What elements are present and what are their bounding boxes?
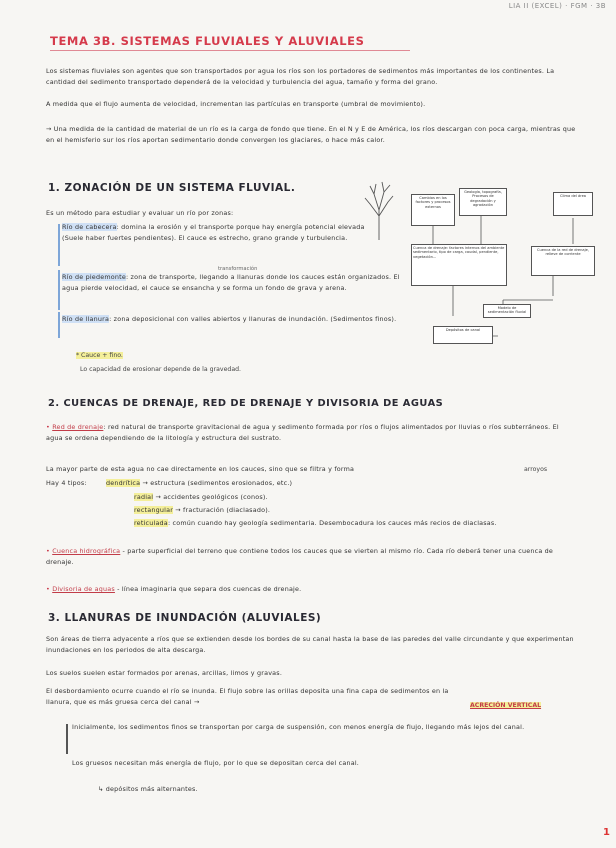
drainage-network-paragraph bbox=[46, 422, 576, 443]
highlight-bar bbox=[58, 224, 60, 266]
note-text-1: * Cauce + fino. bbox=[76, 352, 123, 359]
drainage-type-label-3: rectangular bbox=[134, 506, 174, 514]
bullet-dot: • bbox=[46, 585, 53, 593]
bracket-line bbox=[66, 724, 68, 754]
divide-paragraph bbox=[46, 584, 576, 595]
intro-paragraph-1: Los sistemas fluviales son agentes que son transportados por agua los ríos son los portadores de sedimentos más importantes de los continentes. La cantidad del sedimento transportado dependerá de la velocidad y turbulencia del agua, tamaño y forma del grano. bbox=[46, 67, 555, 86]
zone-item-3 bbox=[62, 314, 407, 325]
diagram-box-channel: Depósitos de canal bbox=[433, 326, 493, 344]
drainage-type-label-1: dendrítica bbox=[106, 479, 141, 487]
header-note: LIA II (EXCEL) · FGM · 3B bbox=[508, 2, 606, 10]
section-3-heading: 3. LLANURAS DE INUNDACIÓN (ALUVIALES) bbox=[48, 612, 322, 624]
section-1-heading: 1. ZONACIÓN DE UN SISTEMA FLUVIAL. bbox=[48, 182, 296, 194]
basin-paragraph bbox=[46, 546, 576, 567]
zone-item-1 bbox=[62, 222, 386, 243]
drainage-type-4 bbox=[134, 518, 586, 529]
drainage-type-label-2: radial bbox=[134, 493, 154, 501]
page-number: 1 bbox=[603, 827, 610, 838]
vertical-accretion-tag bbox=[470, 702, 541, 709]
zone-annotation-2: transformación bbox=[218, 266, 258, 272]
drainage-type-1 bbox=[106, 478, 586, 489]
zone-label-2: Río de piedemonte bbox=[62, 273, 126, 281]
floodplain-paragraph-2: Los suelos suelen estar formados por arenas, arcillas, limos y gravas. bbox=[46, 669, 283, 677]
drainage-type-text-1: → estructura (sedimentos erosionados, etc.) bbox=[140, 479, 293, 487]
floodplain-paragraph-4b: Los gruesos necesitan más energía de flujo, por lo que se depositan cerca del canal. bbox=[72, 759, 360, 767]
types-lead: Hay 4 tipos: bbox=[46, 479, 87, 487]
basin-text: - parte superficial del terreno que contiene todos los cauces que se vierten al mismo río. Cada río deberá tener una cuenca de drenaje. bbox=[46, 547, 554, 566]
title-underline bbox=[50, 50, 410, 51]
highlight-bar bbox=[58, 270, 60, 310]
diagram-box-climate: Clima del área bbox=[553, 192, 593, 216]
zone-text-2: : zona de transporte, llegando a llanuras donde los cauces están organizados. El agua pierde velocidad, el cauce se ensancha y se forma un fondo de grava y arena. bbox=[62, 273, 400, 292]
bullet-dot: • bbox=[46, 547, 53, 555]
zone-text-3: : zona deposicional con valles abiertos y llanuras de inundación. (Sedimentos finos). bbox=[109, 315, 397, 323]
page-title: TEMA 3B. SISTEMAS FLUVIALES Y ALUVIALES bbox=[50, 34, 365, 48]
drainage-type-label-4: reticulada bbox=[134, 519, 168, 527]
drainage-annotation: arroyos bbox=[524, 466, 548, 473]
zone-text-1: : domina la erosión y el transporte porque hay energía potencial elevada (Suele haber fuertes pendientes). El cauce es estrecho, grano grande y turbulencia. bbox=[62, 223, 365, 242]
diagram-box-geology: Geología, topografía, Procesos de degradación y agradación bbox=[459, 188, 507, 216]
floodplain-paragraph-4a: Inicialmente, los sedimentos finos se transportan por carga de suspensión, con menos energía de flujo, llegando más lejos del canal. bbox=[72, 723, 525, 731]
divide-label: Divisoria de aguas bbox=[52, 585, 115, 593]
diagram-box-model: Modelo de sedimentación fluvial bbox=[483, 304, 531, 318]
drainage-network-label: Red de drenaje bbox=[52, 423, 104, 431]
vertical-accretion-label: ACRECIÓN VERTICAL bbox=[470, 702, 542, 709]
drainage-cont: La mayor parte de esta agua no cae directamente en los cauces, sino que se filtra y forma bbox=[46, 465, 355, 473]
fluvial-system-diagram bbox=[403, 176, 603, 354]
zone-label-1: Río de cabecera bbox=[62, 223, 117, 231]
bullet-dot: • bbox=[46, 423, 53, 431]
drainage-type-text-2: → accidentes geológicos (conos). bbox=[153, 493, 268, 501]
diagram-box-network: Cuenca de la red de drenaje, relieve de corriente bbox=[531, 246, 595, 276]
intro-paragraph-3: → Una medida de la cantidad de material de un río es la carga de fondo que tiene. En el N y E de América, los ríos descargan con poca carga, mientras que en el hemisferio sur los ríos aportan sedimentario donde convergen los glaciares, o hace más calor. bbox=[46, 125, 576, 144]
section-1-note-1 bbox=[76, 352, 123, 359]
diagram-box-basin: Cuenca de drenaje: factores internos del ambiente sedimentario, tipo de carga, caudal, pendiente, vegetación... bbox=[411, 244, 507, 286]
highlight-bar bbox=[58, 312, 60, 338]
drainage-type-3 bbox=[134, 505, 584, 516]
drainage-network-text: : red natural de transporte gravitacional de agua y sedimento formada por ríos o flujos alimentados por lluvias o ríos subterráneos. El agua se ordena dependiendo de la litología y estructura del sustrato. bbox=[46, 423, 559, 442]
drainage-type-text-4: : común cuando hay geología sedimentaria. Desembocadura los cauces más recios de diaclasas. bbox=[167, 519, 497, 527]
intro-paragraph-2: A medida que el flujo aumenta de velocidad, incrementan las partículas en transporte (umbral de movimiento). bbox=[46, 100, 426, 108]
floodplain-paragraph-3: El desbordamiento ocurre cuando el río se inunda. El flujo sobre las orillas deposita una fina capa de sedimentos en la llanura, que es más gruesa cerca del canal → bbox=[46, 687, 449, 706]
floodplain-paragraph-1: Son áreas de tierra adyacente a ríos que se extienden desde los bordes de su canal hasta la base de las paredes del valle circundante y que experimentan inundaciones en los periodos de alta descarga. bbox=[46, 635, 574, 654]
zone-label-3: Río de llanura bbox=[62, 315, 110, 323]
zone-item-2 bbox=[62, 272, 407, 293]
floodplain-paragraph-5: ↳ depósitos más alternantes. bbox=[98, 785, 198, 793]
section-2-heading: 2. CUENCAS DE DRENAJE, RED DE DRENAJE Y DIVISORIA DE AGUAS bbox=[48, 398, 444, 409]
diagram-box-external: Cambios en los factores y procesos externos bbox=[411, 194, 455, 226]
section-1-note-2: Lo capacidad de erosionar depende de la gravedad. bbox=[80, 366, 242, 373]
drainage-type-text-3: → fracturación (diaclasado). bbox=[173, 506, 271, 514]
section-1-lead: Es un método para estudiar y evaluar un río por zonas: bbox=[46, 209, 234, 217]
divide-text: - línea imaginaria que separa dos cuencas de drenaje. bbox=[114, 585, 302, 593]
basin-label: Cuenca hidrográfica bbox=[52, 547, 121, 555]
drainage-type-2 bbox=[134, 492, 584, 503]
